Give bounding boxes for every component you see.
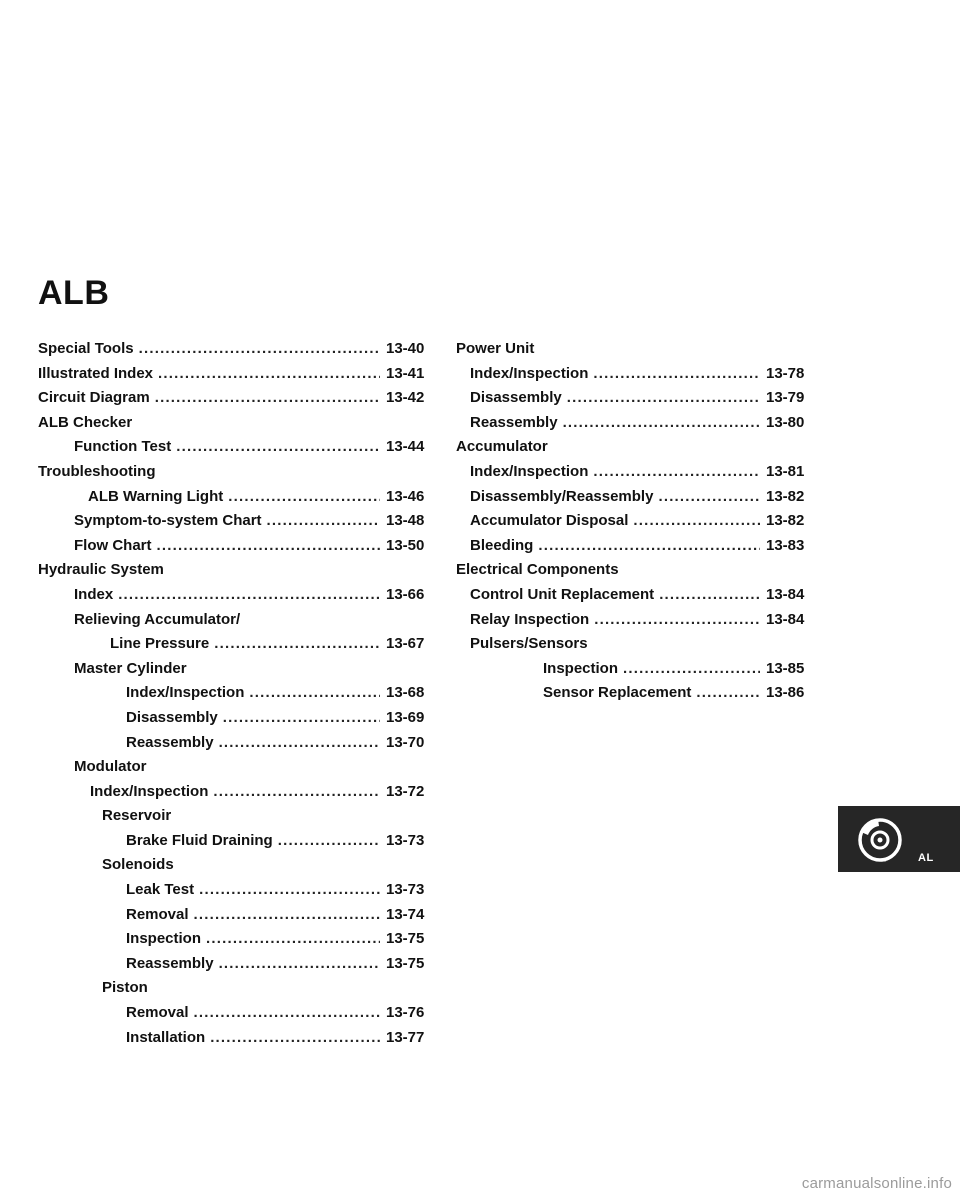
toc-entry[interactable] bbox=[38, 438, 438, 463]
toc-entry[interactable] bbox=[456, 414, 818, 439]
toc-entry[interactable] bbox=[38, 783, 438, 808]
toc-heading bbox=[456, 340, 818, 365]
toc-entry-label: ALB Checker bbox=[38, 413, 133, 431]
toc-entry[interactable] bbox=[456, 488, 818, 513]
toc-page-number: 13-40 bbox=[386, 340, 425, 357]
dot-leader bbox=[194, 906, 380, 923]
toc-entry-label: Electrical Components bbox=[456, 561, 619, 579]
dot-leader bbox=[593, 365, 760, 382]
toc-entry-label: Index/Inspection bbox=[470, 462, 589, 480]
toc-entry[interactable] bbox=[38, 365, 438, 390]
toc-entry-label: Removal bbox=[126, 905, 189, 923]
toc-entry[interactable] bbox=[38, 734, 438, 759]
toc-entry[interactable] bbox=[38, 1029, 438, 1054]
toc-page-number: 13-72 bbox=[386, 782, 425, 800]
toc-page-number: 13-69 bbox=[386, 708, 425, 726]
toc-entry[interactable] bbox=[456, 512, 818, 537]
toc-right-column bbox=[456, 340, 818, 709]
toc-entry[interactable] bbox=[38, 340, 438, 365]
dot-leader bbox=[593, 463, 760, 480]
toc-entry-label: Inspection bbox=[543, 659, 619, 677]
toc-page-number: 13-84 bbox=[766, 610, 805, 628]
toc-entry[interactable] bbox=[38, 832, 438, 857]
toc-entry-label: Removal bbox=[126, 1004, 189, 1022]
toc-entry-label: Index bbox=[74, 585, 114, 603]
toc-entry[interactable] bbox=[38, 389, 438, 414]
dot-leader bbox=[176, 438, 380, 455]
toc-entry[interactable] bbox=[38, 537, 438, 562]
toc-entry-label: Disassembly/Reassembly bbox=[470, 487, 654, 505]
toc-entry-label: Flow Chart bbox=[74, 536, 152, 554]
toc-entry[interactable] bbox=[456, 537, 818, 562]
toc-entry[interactable] bbox=[38, 635, 438, 660]
toc-entry[interactable] bbox=[38, 512, 438, 537]
section-tab bbox=[838, 806, 960, 872]
toc-heading bbox=[38, 856, 438, 881]
dot-leader bbox=[594, 611, 760, 628]
toc-page-number: 13-78 bbox=[766, 364, 805, 382]
dot-leader bbox=[213, 783, 380, 800]
toc-entry-label: Installation bbox=[126, 1028, 206, 1046]
dot-leader bbox=[563, 414, 760, 431]
dot-leader bbox=[194, 1004, 380, 1021]
dot-leader bbox=[157, 537, 381, 554]
toc-page-number: 13-75 bbox=[386, 954, 425, 972]
toc-entry[interactable] bbox=[38, 906, 438, 931]
toc-entry-label: Master Cylinder bbox=[74, 659, 187, 677]
toc-page-number: 13-81 bbox=[766, 462, 805, 480]
toc-entry-label: Sensor Replacement bbox=[543, 684, 692, 702]
dot-leader bbox=[228, 488, 380, 505]
toc-page-number: 13-86 bbox=[766, 684, 805, 702]
toc-entry[interactable] bbox=[456, 684, 818, 709]
toc-entry-label: Reservoir bbox=[102, 807, 172, 825]
toc-heading bbox=[38, 758, 438, 783]
toc-page-number: 13-42 bbox=[386, 389, 425, 407]
toc-page-number: 13-77 bbox=[386, 1028, 425, 1046]
toc-page-number: 13-68 bbox=[386, 684, 425, 702]
toc-entry-label: Function Test bbox=[74, 438, 172, 456]
dot-leader bbox=[659, 586, 760, 603]
dot-leader bbox=[210, 1029, 380, 1046]
toc-page-number: 13-84 bbox=[766, 585, 805, 603]
dot-leader bbox=[223, 709, 380, 726]
toc-page-number: 13-85 bbox=[766, 659, 805, 677]
toc-page-number: 13-48 bbox=[386, 512, 425, 530]
toc-entry-label: Index/Inspection bbox=[470, 364, 589, 382]
toc-entry-label: Bleeding bbox=[470, 536, 534, 554]
toc-page-number: 13-83 bbox=[766, 536, 805, 554]
dot-leader bbox=[139, 340, 380, 357]
toc-entry-label: Leak Test bbox=[126, 881, 195, 899]
toc-page-number: 13-73 bbox=[386, 881, 425, 899]
toc-entry-label: Circuit Diagram bbox=[38, 389, 150, 407]
toc-entry-label: Reassembly bbox=[126, 954, 214, 972]
toc-heading bbox=[38, 463, 438, 488]
toc-page-number: 13-70 bbox=[386, 733, 425, 751]
toc-entry-label: Hydraulic System bbox=[38, 561, 164, 579]
toc-heading bbox=[456, 438, 818, 463]
toc-entry-label: Troubleshooting bbox=[38, 462, 156, 480]
toc-entry[interactable] bbox=[38, 488, 438, 513]
toc-entry-label: Reassembly bbox=[126, 733, 214, 751]
dot-leader bbox=[219, 955, 380, 972]
toc-heading bbox=[456, 635, 818, 660]
toc-entry[interactable] bbox=[456, 463, 818, 488]
toc-entry-label: Brake Fluid Draining bbox=[126, 831, 273, 849]
toc-entry[interactable] bbox=[38, 881, 438, 906]
toc-entry-label: Solenoids bbox=[102, 856, 174, 874]
toc-page-number: 13-74 bbox=[386, 905, 425, 923]
toc-entry[interactable] bbox=[456, 660, 818, 685]
page-title: ALB bbox=[38, 274, 110, 312]
toc-entry-label: Pulsers/Sensors bbox=[470, 635, 588, 653]
dot-leader bbox=[278, 832, 380, 849]
watermark: carmanualsonline.info bbox=[801, 1175, 952, 1192]
toc-entry-label: Relieving Accumulator/ bbox=[74, 610, 241, 628]
toc-page-number: 13-82 bbox=[766, 512, 805, 530]
toc-heading bbox=[38, 807, 438, 832]
toc-entry[interactable] bbox=[38, 684, 438, 709]
toc-page-number: 13-80 bbox=[766, 413, 805, 431]
toc-entry-label: Illustrated Index bbox=[38, 364, 154, 382]
dot-leader bbox=[155, 389, 380, 406]
toc-heading bbox=[38, 979, 438, 1004]
dot-leader bbox=[199, 881, 380, 898]
toc-heading bbox=[38, 660, 438, 685]
toc-left-column bbox=[38, 340, 438, 1053]
toc-page-number: 13-79 bbox=[766, 389, 805, 407]
toc-entry-label: Inspection bbox=[126, 930, 202, 948]
toc-page-number: 13-82 bbox=[766, 487, 805, 505]
toc-entry-label: Special Tools bbox=[38, 340, 134, 357]
toc-entry[interactable] bbox=[456, 586, 818, 611]
toc-entry-label: Index/Inspection bbox=[126, 684, 245, 702]
toc-page-number: 13-73 bbox=[386, 831, 425, 849]
toc-heading bbox=[38, 611, 438, 636]
toc-entry[interactable] bbox=[456, 365, 818, 390]
toc-entry-label: Symptom-to-system Chart bbox=[74, 512, 262, 530]
toc-entry-label: Disassembly bbox=[126, 708, 218, 726]
toc-entry-label: Modulator bbox=[74, 758, 147, 776]
dot-leader bbox=[118, 586, 380, 603]
toc-entry-label: Reassembly bbox=[470, 413, 558, 431]
dot-leader bbox=[158, 365, 380, 382]
dot-leader bbox=[206, 930, 380, 947]
brake-disc-icon bbox=[852, 812, 908, 868]
toc-entry-label: Control Unit Replacement bbox=[470, 585, 655, 603]
toc-page-number: 13-76 bbox=[386, 1004, 425, 1022]
dot-leader bbox=[267, 512, 380, 529]
toc-entry[interactable] bbox=[38, 955, 438, 980]
toc-entry-label: Line Pressure bbox=[110, 635, 210, 653]
dot-leader bbox=[633, 512, 760, 529]
toc-entry[interactable] bbox=[38, 586, 438, 611]
toc-entry-label: Piston bbox=[102, 979, 148, 997]
toc-entry-label: Power Unit bbox=[456, 340, 535, 357]
toc-entry-label: Accumulator bbox=[456, 438, 548, 456]
dot-leader bbox=[658, 488, 760, 505]
toc-page-number: 13-75 bbox=[386, 930, 425, 948]
dot-leader bbox=[538, 537, 760, 554]
toc-page-number: 13-41 bbox=[386, 364, 425, 382]
toc-entry[interactable] bbox=[38, 930, 438, 955]
toc-heading bbox=[38, 414, 438, 439]
toc-heading bbox=[38, 561, 438, 586]
toc-heading bbox=[456, 561, 818, 586]
toc-entry-label: Index/Inspection bbox=[90, 782, 209, 800]
dot-leader bbox=[623, 660, 760, 677]
toc-entry[interactable] bbox=[456, 389, 818, 414]
toc-entry-label: Relay Inspection bbox=[470, 610, 590, 628]
toc-page-number: 13-46 bbox=[386, 487, 425, 505]
toc-page-number: 13-50 bbox=[386, 536, 425, 554]
tab-label: AL bbox=[918, 852, 934, 864]
toc-entry-label: ALB Warning Light bbox=[88, 487, 224, 505]
toc-page-number: 13-67 bbox=[386, 635, 425, 653]
toc-entry-label: Disassembly bbox=[470, 389, 562, 407]
dot-leader bbox=[219, 734, 380, 751]
dot-leader bbox=[214, 635, 380, 652]
dot-leader bbox=[249, 684, 380, 701]
dot-leader bbox=[567, 389, 760, 406]
toc-page-number: 13-44 bbox=[386, 438, 425, 456]
toc-entry[interactable] bbox=[38, 709, 438, 734]
toc-page-number: 13-66 bbox=[386, 585, 425, 603]
toc-entry-label: Accumulator Disposal bbox=[470, 512, 629, 530]
toc-entry[interactable] bbox=[456, 611, 818, 636]
dot-leader bbox=[696, 684, 760, 701]
toc-entry[interactable] bbox=[38, 1004, 438, 1029]
